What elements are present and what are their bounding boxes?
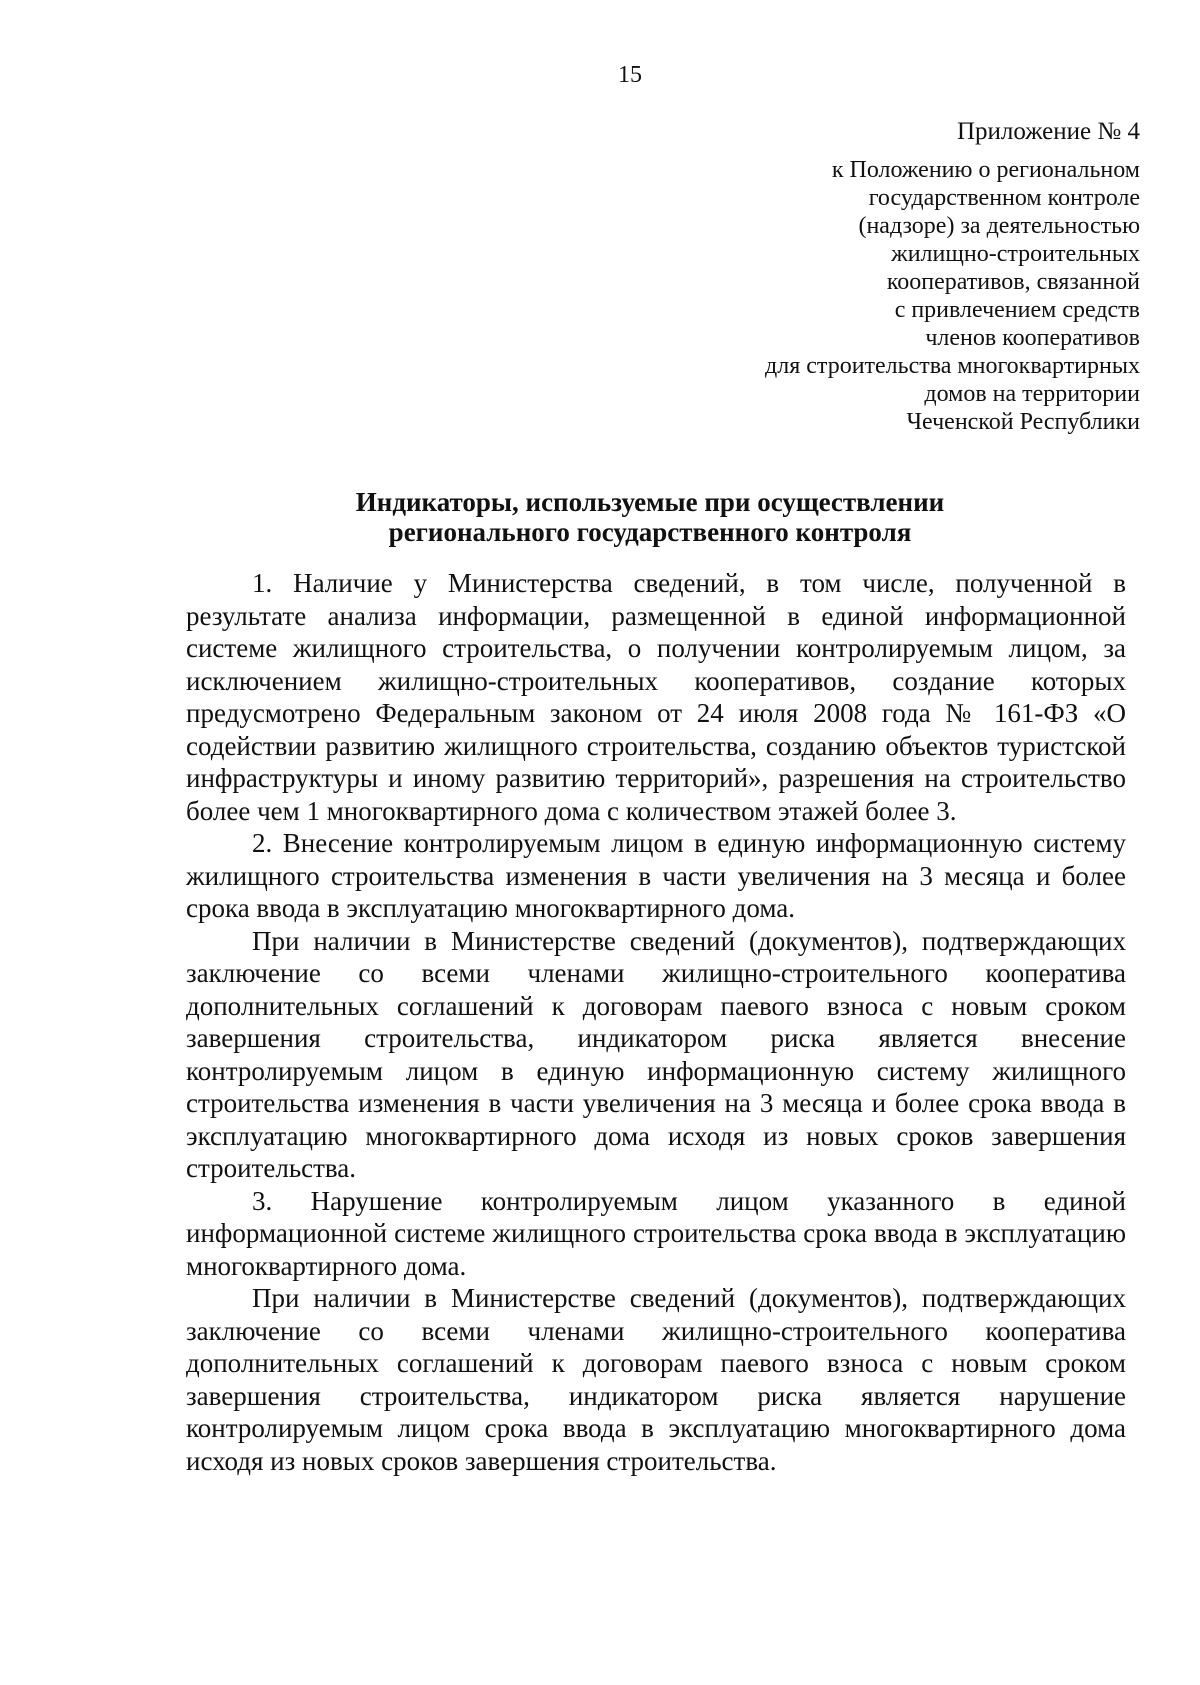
appendix-block	[765, 118, 1140, 436]
heading-line-1: Индикаторы, используемые при осуществлении	[355, 487, 945, 517]
document-body	[186, 567, 1126, 1477]
paragraph-3: 3. Нарушение контролируемым лицом указанного в единой информационной системе жилищного строительства срока ввода в эксплуатацию многоквартирного дома.	[186, 1185, 1126, 1281]
paragraph-2: 2. Внесение контролируемым лицом в единую информационную систему жилищного строительства изменения в части увеличения на 3 месяца и более срока ввода в эксплуатацию многоквартирного дома.	[186, 828, 1126, 923]
appendix-line: жилищно-строительных	[891, 241, 1140, 267]
appendix-line: для строительства многоквартирных	[765, 353, 1140, 379]
document-heading	[180, 487, 1120, 547]
page-number: 15	[618, 62, 642, 88]
paragraph-2-note: При наличии в Министерстве сведений (документов), подтверждающих заключение со всеми членами жилищно-строительного кооператива дополнительных соглашений к договорам паевого взноса с новым сроком завершения строительства, индикатором риска является внесение контролируемым лицом в единую информационную систему жилищного строительства изменения в части увеличения на 3 месяца и более срока ввода в эксплуатацию многоквартирного дома исходя из новых сроков завершения строительства.	[186, 925, 1126, 1183]
heading-line-2: регионального государственного контроля	[388, 517, 912, 547]
appendix-line: кооперативов, связанной	[886, 269, 1140, 295]
paragraph-3-note: При наличии в Министерстве сведений (документов), подтверждающих заключение со всеми членами жилищно-строительного кооператива дополнительных соглашений к договорам паевого взноса с новым сроком завершения строительства, индикатором риска является нарушение контролируемым лицом срока ввода в эксплуатацию многоквартирного дома исходя из новых сроков завершения строительства.	[186, 1283, 1126, 1476]
appendix-title: Приложение № 4	[956, 118, 1140, 145]
paragraph-1: 1. Наличие у Министерства сведений, в том числе, полученной в результате анализа информации, размещенной в единой информационной системе жилищного строительства, о получении контролируемым лицом, за исключением жилищно-строительных кооперативов, создание которых предусмотрено Федеральным законом от 24 июля 2008 года № 161-ФЗ «О содействии развитию жилищного строительства, созданию объектов туристской инфраструктуры и иному развитию территорий», разрешения на строительство более чем 1 многоквартирного дома с количеством этажей более 3.	[186, 568, 1126, 826]
appendix-line: (надзоре) за деятельностью	[858, 213, 1140, 239]
appendix-line: с привлечением средств	[894, 297, 1140, 323]
appendix-line: членов кооперативов	[925, 325, 1140, 351]
appendix-line: государственном контроле	[868, 185, 1140, 211]
appendix-line: Чеченской Республики	[906, 409, 1140, 435]
appendix-line: домов на территории	[924, 381, 1140, 407]
appendix-line: к Положению о региональном	[831, 157, 1140, 183]
